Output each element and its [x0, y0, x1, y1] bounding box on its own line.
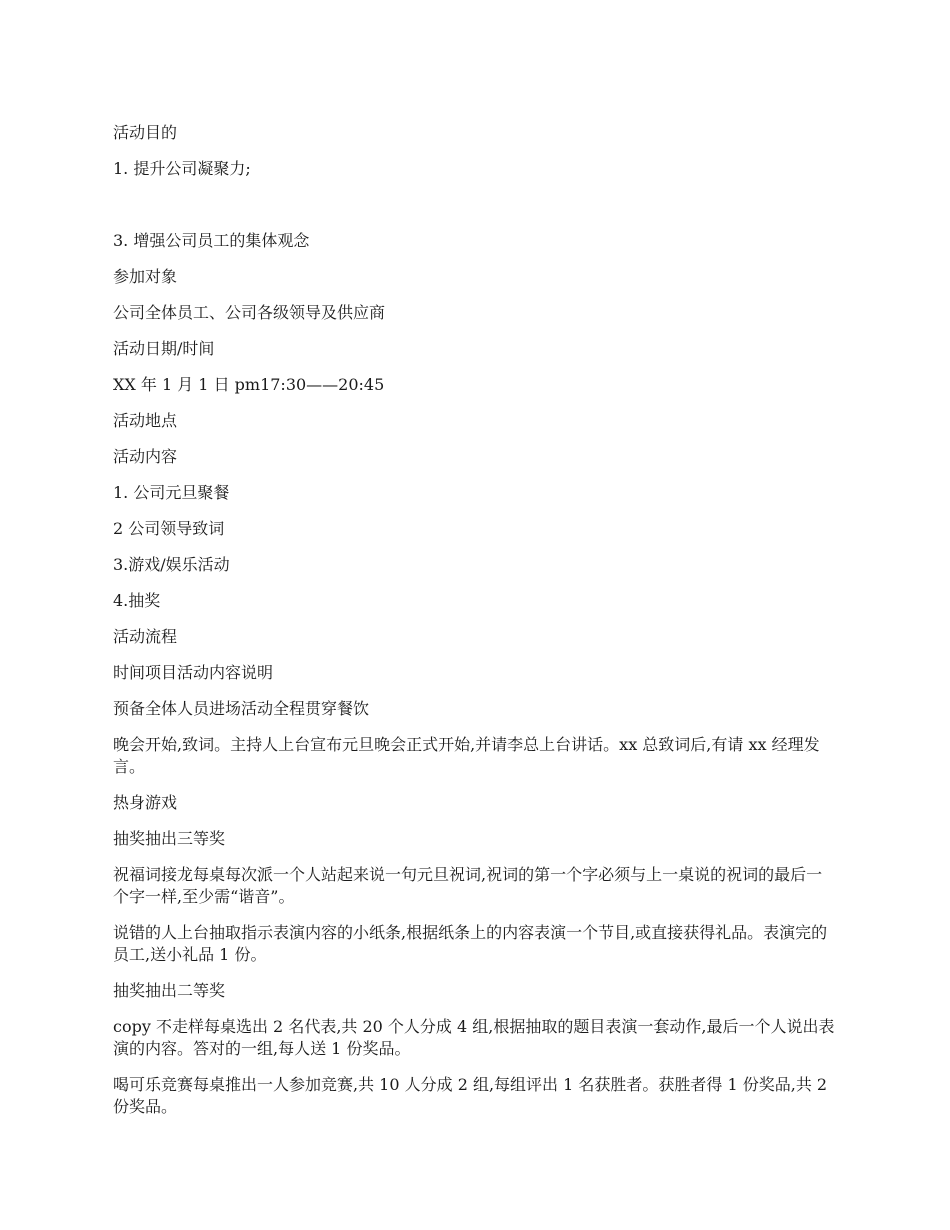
purpose-item-1: 1. 提升公司凝聚力; [113, 159, 251, 178]
heading-location: 活动地点 [113, 411, 178, 430]
heading-date-time: 活动日期/时间 [113, 339, 215, 358]
heading-participants: 参加对象 [113, 267, 178, 286]
process-warmup: 热身游戏 [113, 793, 178, 812]
process-table-header: 时间项目活动内容说明 [113, 663, 274, 682]
process-prepare: 预备全体人员进场活动全程贯穿餐饮 [113, 699, 370, 718]
heading-process: 活动流程 [113, 627, 178, 646]
participants-text: 公司全体员工、公司各级领导及供应商 [113, 303, 386, 322]
content-item-2: 2 公司领导致词 [113, 519, 225, 538]
process-cola-contest: 喝可乐竞赛每桌推出一人参加竞赛,共 10 人分成 2 组,每组评出 1 名获胜者。获胜者得 1 份奖品,共 2 份奖品。 [113, 1075, 828, 1116]
heading-purpose: 活动目的 [113, 123, 178, 142]
process-mistake-rule: 说错的人上台抽取指示表演内容的小纸条,根据纸条上的内容表演一个节目,或直接获得礼品。表演完的员工,送小礼品 1 份。 [113, 923, 828, 964]
purpose-item-3: 3. 增强公司员工的集体观念 [113, 231, 310, 250]
process-copy-game: copy 不走样每桌选出 2 名代表,共 20 个人分成 4 组,根据抽取的题目表演一套动作,最后一个人说出表演的内容。答对的一组,每人送 1 份奖品。 [113, 1017, 835, 1058]
process-second-prize: 抽奖抽出二等奖 [113, 981, 226, 1000]
document-page [113, 122, 838, 1132]
blank-line [113, 194, 838, 230]
content-item-3: 3.游戏/娱乐活动 [113, 555, 230, 574]
content-item-4: 4.抽奖 [113, 591, 161, 610]
process-third-prize: 抽奖抽出三等奖 [113, 829, 226, 848]
content-item-1: 1. 公司元旦聚餐 [113, 483, 230, 502]
process-opening: 晚会开始,致词。主持人上台宣布元旦晚会正式开始,并请李总上台讲话。xx 总致词后,有请 xx 经理发言。 [113, 735, 820, 776]
heading-content: 活动内容 [113, 447, 178, 466]
date-time-text: XX 年 1 月 1 日 pm17:30——20:45 [113, 375, 385, 394]
process-blessing-relay: 祝福词接龙每桌每次派一个人站起来说一句元旦祝词,祝词的第一个字必须与上一桌说的祝词的最后一个字一样,至少需“谐音”。 [113, 865, 823, 906]
